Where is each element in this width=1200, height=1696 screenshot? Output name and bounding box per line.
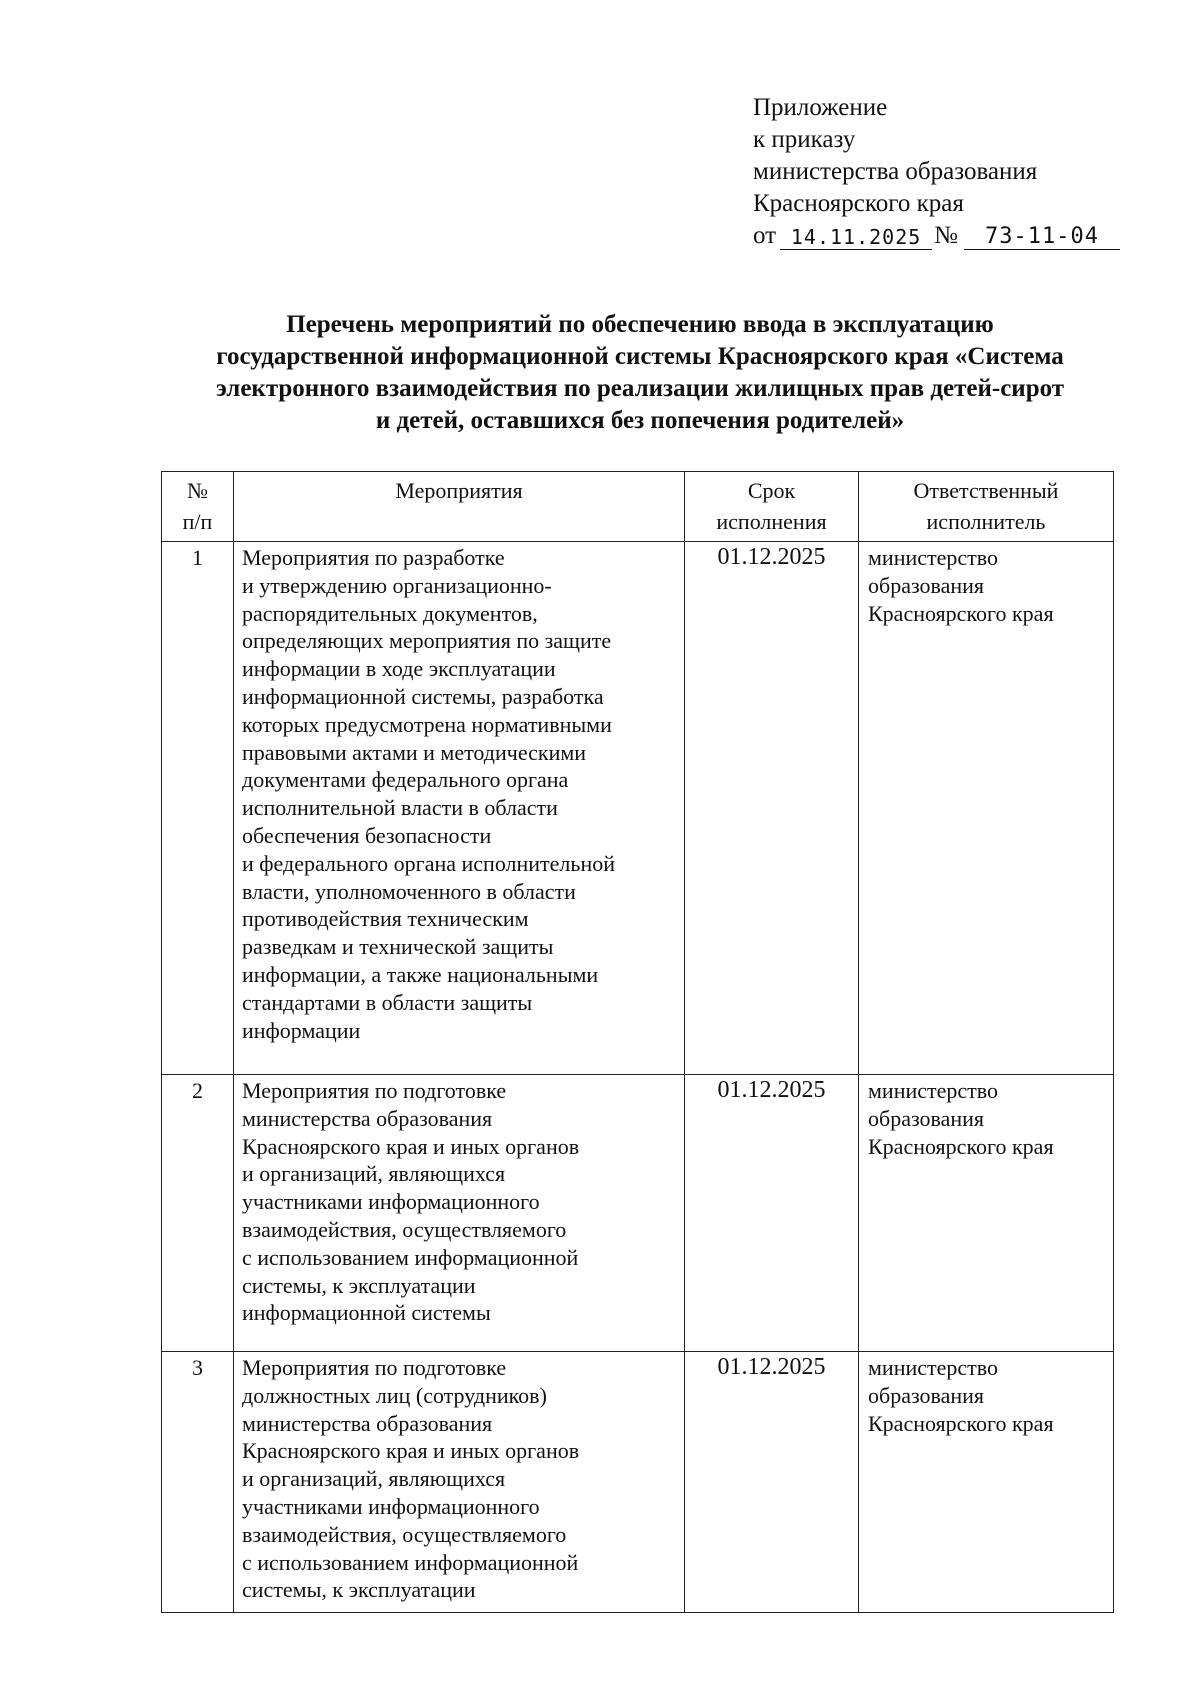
- row-deadline: 01.12.2025: [685, 1075, 859, 1352]
- appendix-block: [753, 92, 1120, 252]
- order-number-handwritten: 73-11-04: [964, 225, 1120, 250]
- title-line: электронного взаимодействия по реализации жилищных прав детей-сирот: [215, 375, 1065, 402]
- row-responsible: министерство образования Красноярского края: [859, 1075, 1114, 1352]
- row-activity: Мероприятия по подготовке министерства образования Красноярского края и иных органов и организаций, являющихся участниками информационного взаимодействия, осуществляемого с использованием информационной системы, к эксплуатации информационной системы: [234, 1075, 685, 1352]
- row-number: 3: [162, 1352, 234, 1613]
- order-number-prefix: №: [934, 222, 958, 249]
- title-line: и детей, оставшихся без попечения родителей»: [375, 407, 905, 434]
- table-row: [162, 1075, 1114, 1352]
- row-number: 1: [162, 542, 234, 1075]
- row-activity: Мероприятия по подготовке должностных лиц (сотрудников) министерства образования Красноярского края и иных органов и организаций, являющихся участниками информационного взаимодействия, осуществляемого с использованием информационной системы, к эксплуатации: [234, 1352, 685, 1613]
- row-deadline: 01.12.2025: [685, 1352, 859, 1613]
- appendix-order-ref: к приказу: [753, 126, 856, 153]
- appendix-region: Красноярского края: [753, 190, 964, 217]
- title-line: государственной информационной системы Красноярского края «Система: [216, 343, 1064, 370]
- table-row: [162, 1352, 1114, 1613]
- document-title: [150, 309, 1130, 437]
- row-activity: Мероприятия по разработке и утверждению организационно- распорядительных документов, определяющих мероприятия по защите информации в ходе эксплуатации информационной системы, разработка которых предусмотрена нормативными правовыми актами и методическими документами федерального органа исполнительной власти в области обеспечения безопасности и федерального органа исполнительной власти, уполномоченного в области противодействия техническим разведкам и технической защиты информации, а также национальными стандартами в области защиты информации: [234, 542, 685, 1075]
- appendix-ministry: министерства образования: [753, 158, 1038, 185]
- table-header-row: [162, 472, 1114, 542]
- row-responsible: министерство образования Красноярского края: [859, 1352, 1114, 1613]
- header-activity: Мероприятия: [234, 472, 685, 542]
- header-responsible: Ответственный исполнитель: [859, 472, 1114, 542]
- measures-table: [161, 471, 1114, 1613]
- order-date-handwritten: 14.11.2025: [780, 225, 932, 250]
- row-number: 2: [162, 1075, 234, 1352]
- appendix-label: Приложение: [753, 94, 888, 121]
- order-date-number-line: [753, 220, 1120, 252]
- order-date-prefix: от: [753, 222, 777, 249]
- header-num: № п/п: [162, 472, 234, 542]
- table-row: [162, 542, 1114, 1075]
- header-deadline: Срок исполнения: [685, 472, 859, 542]
- title-line: Перечень мероприятий по обеспечению ввода в эксплуатацию: [286, 311, 994, 338]
- row-responsible: министерство образования Красноярского края: [859, 542, 1114, 1075]
- row-deadline: 01.12.2025: [685, 542, 859, 1075]
